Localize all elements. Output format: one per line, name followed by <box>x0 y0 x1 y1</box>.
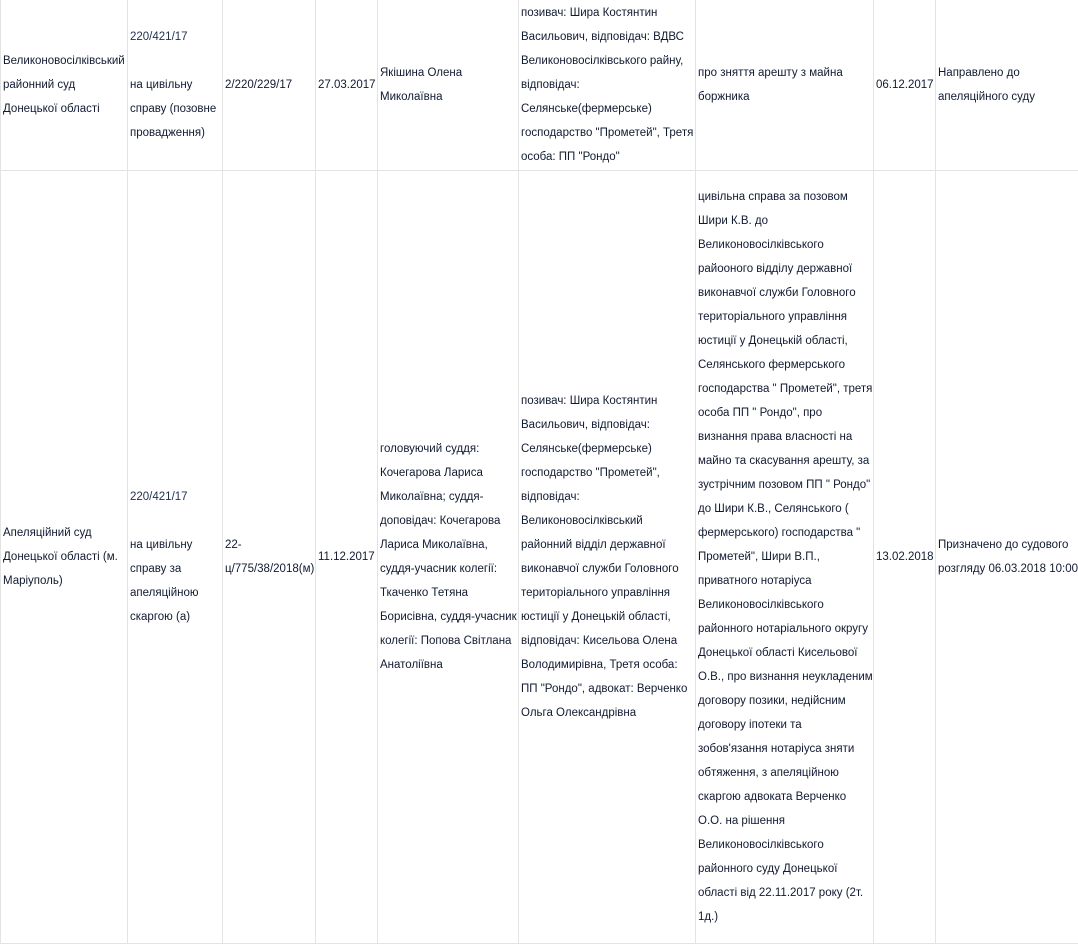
status-cell: Направлено до апеляційного суду <box>936 0 1078 171</box>
table-row <box>1 171 1078 944</box>
registration-date-cell: 27.03.2017 <box>316 0 378 171</box>
parties-cell: позивач: Шира Костянтин Васильович, відповідач: ВДВС Великоновосілківського райну, відповідач: Селянське(фермерське) господарство "Прометей", Третя особа: ПП "Рондо" <box>519 0 696 171</box>
case-cell <box>128 0 223 171</box>
table-row <box>1 0 1078 171</box>
parties-cell: позивач: Шира Костянтин Васильович, відповідач: Селянське(фермерське) господарство "Прометей", відповідач: Великоновосілківський районний відділ державної виконавчої служби Головного територіального управління юстиції у Донецькій області, відповідач: Кисельова Олена Володимирівна, Третя особа: ПП "Рондо", адвокат: Верченко Ольга Олександрівна <box>519 171 696 944</box>
case-cell <box>128 171 223 944</box>
proceeding-number-cell: 22-ц/775/38/2018(м) <box>223 171 316 944</box>
case-number: 220/421/17 <box>130 491 188 503</box>
case-kind: на цивільну справу (позовне провадження) <box>130 79 216 139</box>
court-cell: Апеляційний суд Донецької області (м. Маріуполь) <box>1 171 128 944</box>
date-cell: 13.02.2018 <box>874 171 936 944</box>
subject-cell: цивільна справа за позовом Шири К.В. до Великоновосілківського райооного відділу державної виконавчої служби Головного територіального управління юстиції у Донецькій області, Селянського фермерського господарства " Прометей", третя особа ПП " Рондо", про визнання права власності на майно та скасування арешту, за зустрічним позовом ПП " Рондо" до Шири К.В., Селянського ( фермерського) господарства " Прометей", Шири В.П., приватного нотаріуса Великоновосілківського районного нотаріального округу Донецької області Кисельової О.В., про визнання неукладеним договору позики, недійсним договору іпотеки та зобов'язання нотаріуса зняти обтяження, з апеляційною скаргою адвоката Верченко О.О. на рішення Великоновосілківського районного суду Донецької області від 22.11.2017 року (2т. 1д.) <box>696 171 874 944</box>
court-cell: Великоновосілківський районний суд Донецької області <box>1 0 128 171</box>
case-kind: на цивільну справу за апеляційною скаргою (а) <box>130 539 199 623</box>
subject-cell: про зняття арешту з майна боржника <box>696 0 874 171</box>
status-cell: Призначено до судового розгляду 06.03.2018 10:00 <box>936 171 1078 944</box>
judges-cell: головуючий суддя: Кочегарова Лариса Миколаївна; суддя-доповідач: Кочегарова Лариса Миколаївна, суддя-учасник колегії: Ткаченко Тетяна Борисівна, суддя-учасник колегії: Попова Світлана Анатоліївна <box>378 171 519 944</box>
proceeding-number-cell: 2/220/229/17 <box>223 0 316 171</box>
case-number: 220/421/17 <box>130 31 188 43</box>
date-cell: 06.12.2017 <box>874 0 936 171</box>
registration-date-cell: 11.12.2017 <box>316 171 378 944</box>
judges-cell: Якішина Олена Миколаївна <box>378 0 519 171</box>
